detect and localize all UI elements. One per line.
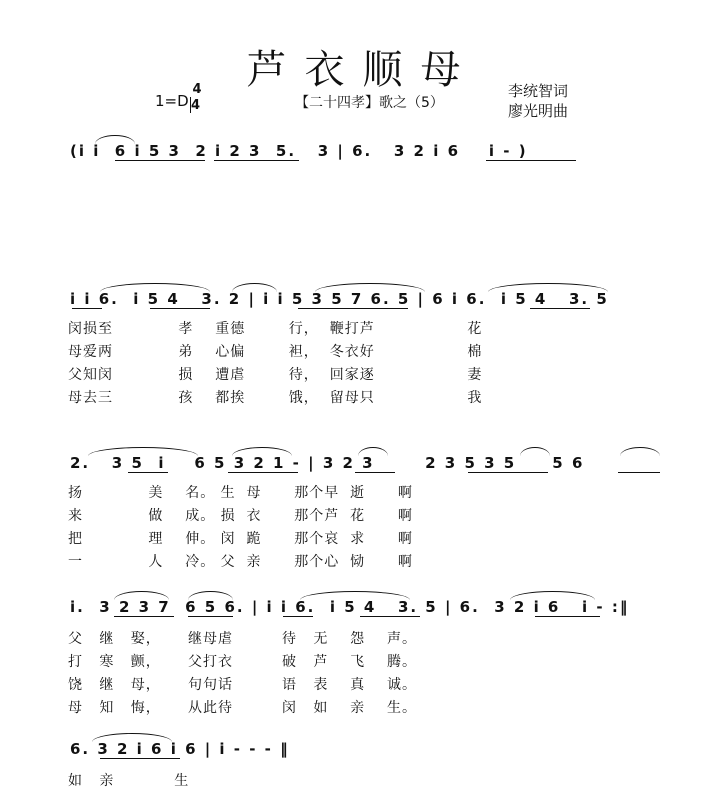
slur — [188, 591, 233, 600]
song-title: 芦衣顺母 — [246, 47, 479, 93]
beam-line — [468, 472, 548, 473]
lyricist-credit: 李统智词 — [508, 82, 569, 100]
beam-line — [360, 616, 420, 617]
lyric-verse-3: 把 理 伸。 闵 跪 那个哀 求 啊 — [68, 531, 413, 547]
beam-line — [72, 308, 102, 309]
slur — [300, 591, 410, 600]
beam-line — [530, 308, 590, 309]
beam-line — [535, 616, 600, 617]
lyric-verse-4: 母去三 孩 都挨 饿， 留母只 我 — [68, 390, 483, 406]
beam-line — [128, 472, 168, 473]
slur — [88, 447, 198, 456]
slur — [92, 733, 172, 742]
lyric-verse-2: 打 寒 颤， 父打衣 破 芦 飞 腾。 — [68, 654, 417, 670]
lyric-verse-2: 母爱两 弟 心偏 袒， 冬衣好 棉 — [68, 344, 483, 360]
lyric-verse-4: 母 知 悔， 从此待 闵 如 亲 生。 — [68, 700, 417, 716]
lyric-verse-2: 来 做 成。 损 衣 那个芦 花 啊 — [68, 508, 413, 524]
notation-line-5: 6. 3 2 i 6 i 6 | i - - - ‖ — [70, 740, 290, 758]
lyric-verse-3: 父知闵 损 遭虐 待， 回家逐 妻 — [68, 367, 483, 383]
beam-line — [100, 758, 180, 759]
lyric-verse-1: 父 继 娶， 继母虐 待 无 怨 声。 — [68, 631, 417, 647]
beam-line — [228, 472, 298, 473]
slur — [232, 283, 277, 292]
beam-line — [114, 616, 174, 617]
composer-credit: 廖光明曲 — [508, 102, 569, 120]
slur — [315, 283, 425, 292]
song-subtitle: 【二十四孝】歌之（5） — [295, 95, 444, 111]
lyric-verse-1: 如 亲 生 — [68, 773, 190, 789]
beam-line — [283, 616, 313, 617]
slur — [95, 135, 135, 144]
beam-line — [486, 160, 576, 161]
slur — [358, 447, 388, 456]
beam-line — [150, 308, 210, 309]
slur — [520, 447, 550, 456]
slur — [232, 447, 292, 456]
notation-line-2: i i 6. i 5 4 3. 2 | i i 5 3 5 7 6. 5 | 6 i 6. i 5 4 3. 5 — [70, 290, 609, 308]
beam-line — [188, 616, 233, 617]
slur — [114, 591, 169, 600]
beam-line — [115, 160, 205, 161]
lyric-verse-3: 饶 继 母， 句句话 语 表 真 诚。 — [68, 677, 417, 693]
beam-line — [618, 472, 660, 473]
time-signature — [190, 82, 204, 113]
slur — [620, 447, 660, 456]
slur — [100, 283, 210, 292]
beam-line — [298, 308, 408, 309]
key-signature: 1=D — [155, 92, 189, 110]
notation-line-1: (i i 6 i 5 3 2 i 2 3 5. 3 | 6. 3 2 i 6 i - ) — [70, 142, 528, 160]
notation-line-4: i. 3 2 3 7 6 5 6. | i i 6. i 5 4 3. 5 | 6. 3 2 i 6 i - :‖ — [70, 598, 630, 616]
beam-line — [214, 160, 299, 161]
notation-line-3: 2. 3 5 i 6 5 3 2 1 - | 3 2 3 2 3 5 3 5 5 6 — [70, 454, 585, 472]
lyric-verse-1: 扬 美 名。 生 母 那个早 逝 啊 — [68, 485, 413, 501]
slur — [488, 283, 608, 292]
time-signature-top: 4 — [192, 82, 202, 97]
lyric-verse-4: 一 人 冷。 父 亲 那个心 恸 啊 — [68, 554, 413, 570]
slur — [510, 591, 595, 600]
time-signature-bottom: 4 — [191, 98, 201, 113]
lyric-verse-1: 闵损至 孝 重德 行， 鞭打芦 花 — [68, 321, 483, 337]
beam-line — [355, 472, 395, 473]
